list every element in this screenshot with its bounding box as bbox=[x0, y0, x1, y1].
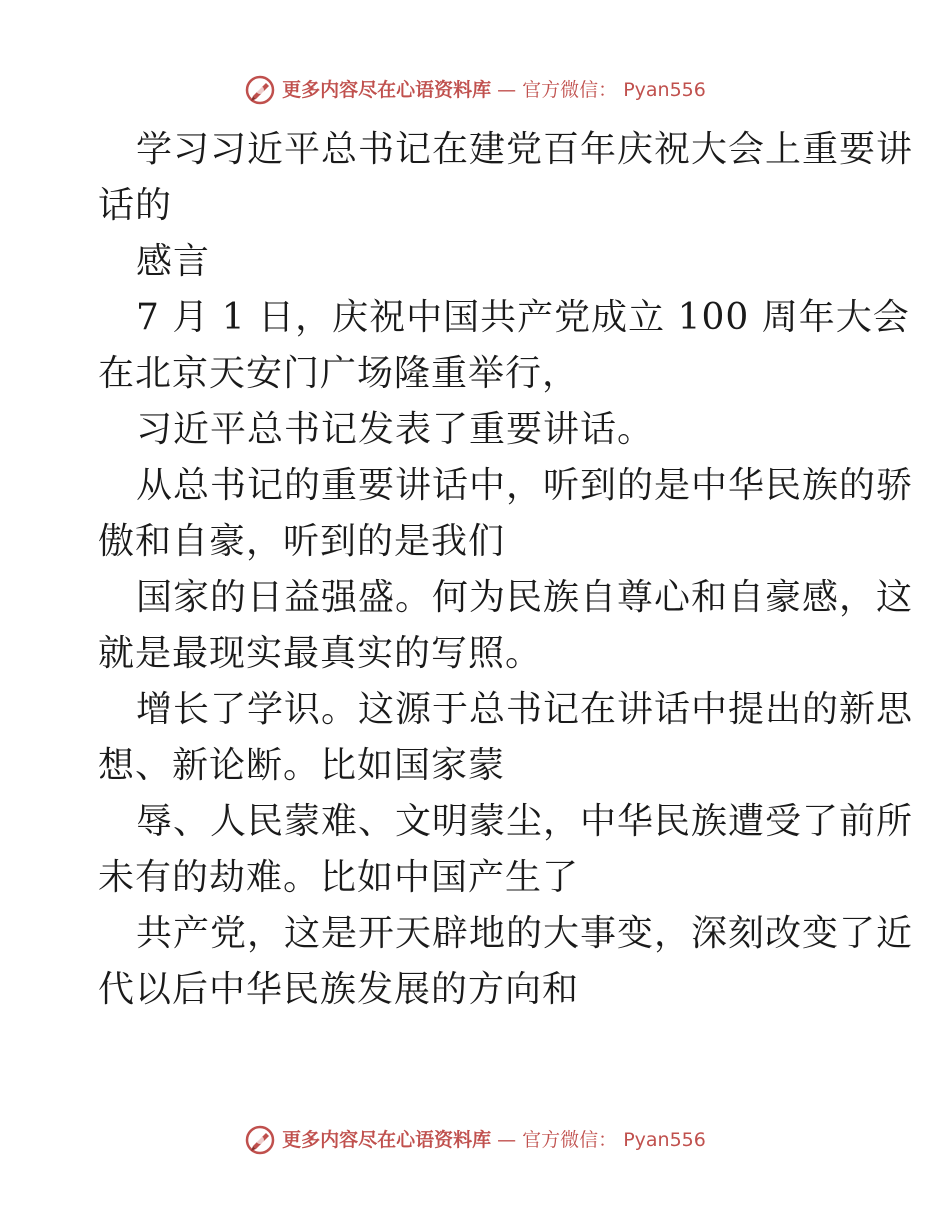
body-line: 代以后中华民族发展的方向和 bbox=[98, 969, 580, 1010]
body-line: 话的 bbox=[98, 185, 173, 226]
body-line: 学习习近平总书记在建党百年庆祝大会上重要讲 bbox=[136, 129, 914, 170]
banner-brand-text: 更多内容尽在心语资料库 bbox=[282, 1129, 492, 1151]
banner-separator: — bbox=[497, 1129, 517, 1151]
banner-wechat-label: 官方微信： bbox=[522, 79, 618, 101]
body-line: 想、新论断。比如国家蒙 bbox=[98, 745, 506, 786]
body-line: 7 月 1 日，庆祝中国共产党成立 100 周年大会 bbox=[136, 297, 910, 338]
banner-brand-text: 更多内容尽在心语资料库 bbox=[282, 79, 492, 101]
banner-separator: — bbox=[497, 79, 517, 101]
body-line: 未有的劫难。比如中国产生了 bbox=[98, 857, 580, 898]
body-line: 国家的日益强盛。何为民族自尊心和自豪感，这 bbox=[136, 577, 914, 618]
pen-logo-icon bbox=[244, 74, 276, 106]
body-line: 从总书记的重要讲话中，听到的是中华民族的骄 bbox=[136, 465, 914, 506]
pen-logo-icon bbox=[244, 1124, 276, 1156]
document-body bbox=[98, 122, 914, 1018]
header-banner bbox=[0, 74, 950, 106]
body-line: 共产党，这是开天辟地的大事变，深刻改变了近 bbox=[136, 913, 914, 954]
footer-banner bbox=[0, 1124, 950, 1156]
body-line: 增长了学识。这源于总书记在讲话中提出的新思 bbox=[136, 689, 914, 730]
body-line: 傲和自豪，听到的是我们 bbox=[98, 521, 506, 562]
banner-wechat-id: Pyan556 bbox=[623, 1129, 706, 1151]
body-line: 就是最现实最真实的写照。 bbox=[98, 633, 543, 674]
body-line: 习近平总书记发表了重要讲话。 bbox=[136, 409, 655, 450]
body-line: 辱、人民蒙难、文明蒙尘，中华民族遭受了前所 bbox=[136, 801, 914, 842]
banner-wechat-id: Pyan556 bbox=[623, 79, 706, 101]
body-line: 在北京天安门广场隆重举行， bbox=[98, 353, 580, 394]
banner-wechat-label: 官方微信： bbox=[522, 1129, 618, 1151]
body-line: 感言 bbox=[136, 241, 211, 282]
